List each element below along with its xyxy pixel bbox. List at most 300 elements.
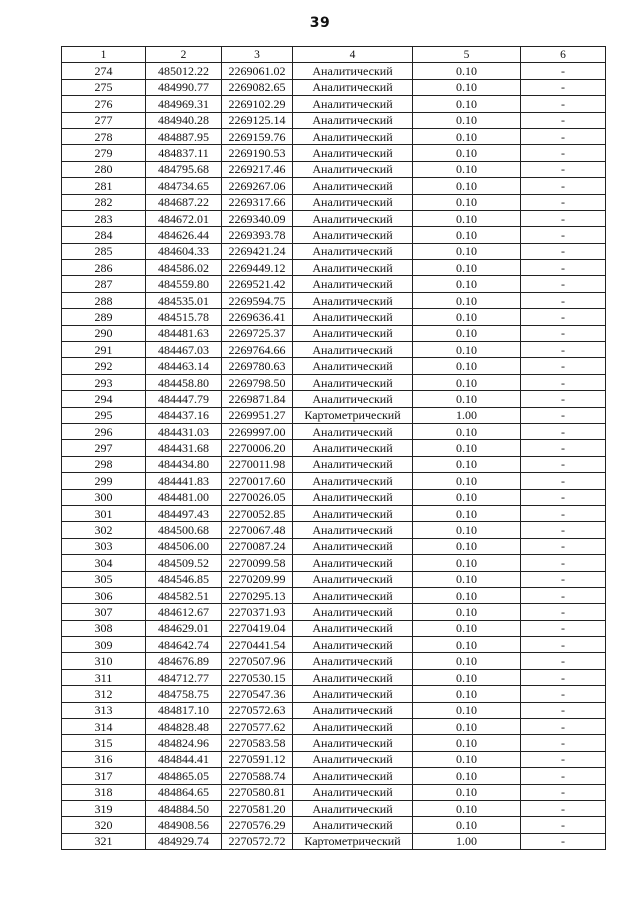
note-cell: - (521, 653, 606, 669)
y-coordinate-cell: 2269449.12 (222, 260, 293, 276)
x-coordinate-cell: 484612.67 (146, 604, 222, 620)
note-cell: - (521, 833, 606, 849)
y-coordinate-cell: 2270026.05 (222, 489, 293, 505)
accuracy-cell: 0.10 (413, 243, 521, 259)
x-coordinate-cell: 484687.22 (146, 194, 222, 210)
table-row (62, 292, 606, 308)
note-cell: - (521, 243, 606, 259)
note-cell: - (521, 161, 606, 177)
table-header (62, 47, 606, 63)
note-cell: - (521, 751, 606, 767)
x-coordinate-cell: 484929.74 (146, 833, 222, 849)
y-coordinate-cell: 2270419.04 (222, 620, 293, 636)
y-coordinate-cell: 2269125.14 (222, 112, 293, 128)
header-cell: 4 (293, 47, 413, 63)
accuracy-cell: 0.10 (413, 505, 521, 521)
x-coordinate-cell: 484467.03 (146, 342, 222, 358)
method-cell: Аналитический (293, 702, 413, 718)
y-coordinate-cell: 2270591.12 (222, 751, 293, 767)
table-row (62, 833, 606, 849)
y-coordinate-cell: 2270006.20 (222, 440, 293, 456)
method-cell: Картометрический (293, 407, 413, 423)
table-row (62, 407, 606, 423)
table-row (62, 227, 606, 243)
accuracy-cell: 0.10 (413, 63, 521, 79)
table-row (62, 178, 606, 194)
accuracy-cell: 0.10 (413, 374, 521, 390)
accuracy-cell: 0.10 (413, 342, 521, 358)
note-cell: - (521, 505, 606, 521)
method-cell: Аналитический (293, 555, 413, 571)
point-number-cell: 279 (62, 145, 146, 161)
accuracy-cell: 0.10 (413, 194, 521, 210)
method-cell: Аналитический (293, 522, 413, 538)
method-cell: Аналитический (293, 194, 413, 210)
x-coordinate-cell: 484437.16 (146, 407, 222, 423)
x-coordinate-cell: 484463.14 (146, 358, 222, 374)
point-number-cell: 320 (62, 817, 146, 833)
note-cell: - (521, 407, 606, 423)
note-cell: - (521, 63, 606, 79)
method-cell: Аналитический (293, 227, 413, 243)
method-cell: Аналитический (293, 79, 413, 95)
method-cell: Картометрический (293, 833, 413, 849)
point-number-cell: 277 (62, 112, 146, 128)
y-coordinate-cell: 2270507.96 (222, 653, 293, 669)
x-coordinate-cell: 484481.63 (146, 325, 222, 341)
note-cell: - (521, 210, 606, 226)
y-coordinate-cell: 2270017.60 (222, 473, 293, 489)
accuracy-cell: 1.00 (413, 833, 521, 849)
table-row (62, 128, 606, 144)
point-number-cell: 300 (62, 489, 146, 505)
table-row (62, 325, 606, 341)
method-cell: Аналитический (293, 505, 413, 521)
table-row (62, 391, 606, 407)
x-coordinate-cell: 484734.65 (146, 178, 222, 194)
point-number-cell: 298 (62, 456, 146, 472)
method-cell: Аналитический (293, 686, 413, 702)
point-number-cell: 274 (62, 63, 146, 79)
accuracy-cell: 0.10 (413, 702, 521, 718)
point-number-cell: 278 (62, 128, 146, 144)
method-cell: Аналитический (293, 571, 413, 587)
accuracy-cell: 0.10 (413, 128, 521, 144)
y-coordinate-cell: 2270583.58 (222, 735, 293, 751)
point-number-cell: 291 (62, 342, 146, 358)
table-row (62, 276, 606, 292)
point-number-cell: 315 (62, 735, 146, 751)
point-number-cell: 310 (62, 653, 146, 669)
x-coordinate-cell: 484497.43 (146, 505, 222, 521)
method-cell: Аналитический (293, 276, 413, 292)
x-coordinate-cell: 484828.48 (146, 719, 222, 735)
accuracy-cell: 0.10 (413, 587, 521, 603)
page-number: 39 (309, 15, 331, 31)
point-number-cell: 282 (62, 194, 146, 210)
x-coordinate-cell: 484844.41 (146, 751, 222, 767)
x-coordinate-cell: 485012.22 (146, 63, 222, 79)
method-cell: Аналитический (293, 374, 413, 390)
note-cell: - (521, 637, 606, 653)
table-row (62, 194, 606, 210)
method-cell: Аналитический (293, 817, 413, 833)
y-coordinate-cell: 2270581.20 (222, 800, 293, 816)
x-coordinate-cell: 484509.52 (146, 555, 222, 571)
y-coordinate-cell: 2270099.58 (222, 555, 293, 571)
accuracy-cell: 0.10 (413, 637, 521, 653)
table-row (62, 571, 606, 587)
point-number-cell: 311 (62, 669, 146, 685)
accuracy-cell: 0.10 (413, 751, 521, 767)
method-cell: Аналитический (293, 210, 413, 226)
note-cell: - (521, 489, 606, 505)
x-coordinate-cell: 484586.02 (146, 260, 222, 276)
x-coordinate-cell: 484481.00 (146, 489, 222, 505)
point-number-cell: 281 (62, 178, 146, 194)
table-row (62, 555, 606, 571)
point-number-cell: 307 (62, 604, 146, 620)
y-coordinate-cell: 2269798.50 (222, 374, 293, 390)
method-cell: Аналитический (293, 292, 413, 308)
table-row (62, 456, 606, 472)
accuracy-cell: 0.10 (413, 653, 521, 669)
table-row (62, 145, 606, 161)
table-row (62, 669, 606, 685)
y-coordinate-cell: 2270576.29 (222, 817, 293, 833)
table-row (62, 817, 606, 833)
y-coordinate-cell: 2270577.62 (222, 719, 293, 735)
coordinates-table (61, 46, 606, 850)
note-cell: - (521, 440, 606, 456)
x-coordinate-cell: 484458.80 (146, 374, 222, 390)
accuracy-cell: 0.10 (413, 391, 521, 407)
point-number-cell: 313 (62, 702, 146, 718)
accuracy-cell: 0.10 (413, 571, 521, 587)
point-number-cell: 275 (62, 79, 146, 95)
note-cell: - (521, 768, 606, 784)
note-cell: - (521, 522, 606, 538)
accuracy-cell: 0.10 (413, 522, 521, 538)
note-cell: - (521, 309, 606, 325)
point-number-cell: 299 (62, 473, 146, 489)
point-number-cell: 297 (62, 440, 146, 456)
method-cell: Аналитический (293, 735, 413, 751)
y-coordinate-cell: 2270011.98 (222, 456, 293, 472)
method-cell: Аналитический (293, 145, 413, 161)
y-coordinate-cell: 2270052.85 (222, 505, 293, 521)
method-cell: Аналитический (293, 112, 413, 128)
point-number-cell: 296 (62, 423, 146, 439)
x-coordinate-cell: 484546.85 (146, 571, 222, 587)
y-coordinate-cell: 2269393.78 (222, 227, 293, 243)
accuracy-cell: 0.10 (413, 604, 521, 620)
note-cell: - (521, 260, 606, 276)
x-coordinate-cell: 484559.80 (146, 276, 222, 292)
table-row (62, 768, 606, 784)
x-coordinate-cell: 484940.28 (146, 112, 222, 128)
y-coordinate-cell: 2269636.41 (222, 309, 293, 325)
accuracy-cell: 0.10 (413, 145, 521, 161)
x-coordinate-cell: 484515.78 (146, 309, 222, 325)
accuracy-cell: 0.10 (413, 309, 521, 325)
note-cell: - (521, 604, 606, 620)
x-coordinate-cell: 484629.01 (146, 620, 222, 636)
y-coordinate-cell: 2270209.99 (222, 571, 293, 587)
table-row (62, 702, 606, 718)
point-number-cell: 319 (62, 800, 146, 816)
point-number-cell: 292 (62, 358, 146, 374)
note-cell: - (521, 178, 606, 194)
note-cell: - (521, 79, 606, 95)
point-number-cell: 304 (62, 555, 146, 571)
x-coordinate-cell: 484506.00 (146, 538, 222, 554)
x-coordinate-cell: 484626.44 (146, 227, 222, 243)
note-cell: - (521, 719, 606, 735)
table-row (62, 79, 606, 95)
table-row (62, 161, 606, 177)
x-coordinate-cell: 484535.01 (146, 292, 222, 308)
x-coordinate-cell: 484500.68 (146, 522, 222, 538)
x-coordinate-cell: 484824.96 (146, 735, 222, 751)
method-cell: Аналитический (293, 243, 413, 259)
note-cell: - (521, 145, 606, 161)
note-cell: - (521, 358, 606, 374)
y-coordinate-cell: 2270441.54 (222, 637, 293, 653)
accuracy-cell: 0.10 (413, 538, 521, 554)
point-number-cell: 290 (62, 325, 146, 341)
table-row (62, 653, 606, 669)
point-number-cell: 316 (62, 751, 146, 767)
table-row (62, 423, 606, 439)
accuracy-cell: 0.10 (413, 325, 521, 341)
y-coordinate-cell: 2269267.06 (222, 178, 293, 194)
table-row (62, 719, 606, 735)
table-row (62, 210, 606, 226)
y-coordinate-cell: 2269764.66 (222, 342, 293, 358)
note-cell: - (521, 423, 606, 439)
header-cell: 1 (62, 47, 146, 63)
y-coordinate-cell: 2270588.74 (222, 768, 293, 784)
table-row (62, 260, 606, 276)
table-row (62, 686, 606, 702)
y-coordinate-cell: 2269725.37 (222, 325, 293, 341)
point-number-cell: 314 (62, 719, 146, 735)
note-cell: - (521, 735, 606, 751)
table-row (62, 604, 606, 620)
accuracy-cell: 0.10 (413, 96, 521, 112)
method-cell: Аналитический (293, 128, 413, 144)
method-cell: Аналитический (293, 653, 413, 669)
table-row (62, 587, 606, 603)
point-number-cell: 308 (62, 620, 146, 636)
point-number-cell: 295 (62, 407, 146, 423)
x-coordinate-cell: 484434.80 (146, 456, 222, 472)
accuracy-cell: 0.10 (413, 178, 521, 194)
y-coordinate-cell: 2270067.48 (222, 522, 293, 538)
method-cell: Аналитический (293, 768, 413, 784)
point-number-cell: 303 (62, 538, 146, 554)
point-number-cell: 321 (62, 833, 146, 849)
note-cell: - (521, 456, 606, 472)
y-coordinate-cell: 2270580.81 (222, 784, 293, 800)
method-cell: Аналитический (293, 342, 413, 358)
note-cell: - (521, 538, 606, 554)
y-coordinate-cell: 2269871.84 (222, 391, 293, 407)
y-coordinate-cell: 2269190.53 (222, 145, 293, 161)
point-number-cell: 305 (62, 571, 146, 587)
note-cell: - (521, 112, 606, 128)
accuracy-cell: 0.10 (413, 161, 521, 177)
note-cell: - (521, 587, 606, 603)
x-coordinate-cell: 484969.31 (146, 96, 222, 112)
x-coordinate-cell: 484758.75 (146, 686, 222, 702)
y-coordinate-cell: 2269217.46 (222, 161, 293, 177)
y-coordinate-cell: 2269594.75 (222, 292, 293, 308)
method-cell: Аналитический (293, 719, 413, 735)
method-cell: Аналитический (293, 63, 413, 79)
method-cell: Аналитический (293, 784, 413, 800)
table-row (62, 63, 606, 79)
accuracy-cell: 0.10 (413, 768, 521, 784)
accuracy-cell: 0.10 (413, 555, 521, 571)
y-coordinate-cell: 2270087.24 (222, 538, 293, 554)
accuracy-cell: 0.10 (413, 210, 521, 226)
header-cell: 6 (521, 47, 606, 63)
accuracy-cell: 0.10 (413, 735, 521, 751)
table-row (62, 374, 606, 390)
y-coordinate-cell: 2269521.42 (222, 276, 293, 292)
x-coordinate-cell: 484431.68 (146, 440, 222, 456)
method-cell: Аналитический (293, 161, 413, 177)
method-cell: Аналитический (293, 587, 413, 603)
point-number-cell: 309 (62, 637, 146, 653)
point-number-cell: 287 (62, 276, 146, 292)
x-coordinate-cell: 484865.05 (146, 768, 222, 784)
method-cell: Аналитический (293, 391, 413, 407)
x-coordinate-cell: 484795.68 (146, 161, 222, 177)
header-cell: 5 (413, 47, 521, 63)
x-coordinate-cell: 484712.77 (146, 669, 222, 685)
method-cell: Аналитический (293, 489, 413, 505)
accuracy-cell: 0.10 (413, 784, 521, 800)
accuracy-cell: 0.10 (413, 800, 521, 816)
x-coordinate-cell: 484990.77 (146, 79, 222, 95)
table-row (62, 112, 606, 128)
note-cell: - (521, 128, 606, 144)
y-coordinate-cell: 2270530.15 (222, 669, 293, 685)
table-row (62, 358, 606, 374)
y-coordinate-cell: 2269780.63 (222, 358, 293, 374)
point-number-cell: 276 (62, 96, 146, 112)
method-cell: Аналитический (293, 620, 413, 636)
table-row (62, 784, 606, 800)
note-cell: - (521, 817, 606, 833)
table-row (62, 96, 606, 112)
y-coordinate-cell: 2269317.66 (222, 194, 293, 210)
x-coordinate-cell: 484908.56 (146, 817, 222, 833)
note-cell: - (521, 194, 606, 210)
accuracy-cell: 0.10 (413, 669, 521, 685)
note-cell: - (521, 374, 606, 390)
x-coordinate-cell: 484604.33 (146, 243, 222, 259)
point-number-cell: 286 (62, 260, 146, 276)
table-row (62, 620, 606, 636)
table-row (62, 473, 606, 489)
note-cell: - (521, 686, 606, 702)
y-coordinate-cell: 2270572.72 (222, 833, 293, 849)
accuracy-cell: 0.10 (413, 358, 521, 374)
x-coordinate-cell: 484447.79 (146, 391, 222, 407)
accuracy-cell: 0.10 (413, 440, 521, 456)
method-cell: Аналитический (293, 604, 413, 620)
x-coordinate-cell: 484887.95 (146, 128, 222, 144)
point-number-cell: 317 (62, 768, 146, 784)
y-coordinate-cell: 2269082.65 (222, 79, 293, 95)
table-row (62, 522, 606, 538)
y-coordinate-cell: 2270371.93 (222, 604, 293, 620)
point-number-cell: 302 (62, 522, 146, 538)
point-number-cell: 301 (62, 505, 146, 521)
table-row (62, 735, 606, 751)
note-cell: - (521, 800, 606, 816)
method-cell: Аналитический (293, 751, 413, 767)
accuracy-cell: 0.10 (413, 423, 521, 439)
method-cell: Аналитический (293, 178, 413, 194)
accuracy-cell: 0.10 (413, 260, 521, 276)
y-coordinate-cell: 2269159.76 (222, 128, 293, 144)
accuracy-cell: 0.10 (413, 292, 521, 308)
y-coordinate-cell: 2270572.63 (222, 702, 293, 718)
table-row (62, 751, 606, 767)
accuracy-cell: 0.10 (413, 686, 521, 702)
accuracy-cell: 0.10 (413, 227, 521, 243)
method-cell: Аналитический (293, 358, 413, 374)
point-number-cell: 283 (62, 210, 146, 226)
note-cell: - (521, 620, 606, 636)
x-coordinate-cell: 484817.10 (146, 702, 222, 718)
point-number-cell: 293 (62, 374, 146, 390)
note-cell: - (521, 342, 606, 358)
note-cell: - (521, 96, 606, 112)
table-row (62, 489, 606, 505)
table-row (62, 243, 606, 259)
note-cell: - (521, 276, 606, 292)
x-coordinate-cell: 484837.11 (146, 145, 222, 161)
table-row (62, 440, 606, 456)
y-coordinate-cell: 2269061.02 (222, 63, 293, 79)
method-cell: Аналитический (293, 456, 413, 472)
y-coordinate-cell: 2269951.27 (222, 407, 293, 423)
table-row (62, 800, 606, 816)
method-cell: Аналитический (293, 309, 413, 325)
note-cell: - (521, 702, 606, 718)
method-cell: Аналитический (293, 800, 413, 816)
method-cell: Аналитический (293, 538, 413, 554)
accuracy-cell: 0.10 (413, 620, 521, 636)
x-coordinate-cell: 484864.65 (146, 784, 222, 800)
accuracy-cell: 0.10 (413, 456, 521, 472)
x-coordinate-cell: 484642.74 (146, 637, 222, 653)
header-cell: 2 (146, 47, 222, 63)
method-cell: Аналитический (293, 423, 413, 439)
note-cell: - (521, 669, 606, 685)
y-coordinate-cell: 2270295.13 (222, 587, 293, 603)
x-coordinate-cell: 484676.89 (146, 653, 222, 669)
point-number-cell: 318 (62, 784, 146, 800)
note-cell: - (521, 325, 606, 341)
table-body (62, 63, 606, 850)
